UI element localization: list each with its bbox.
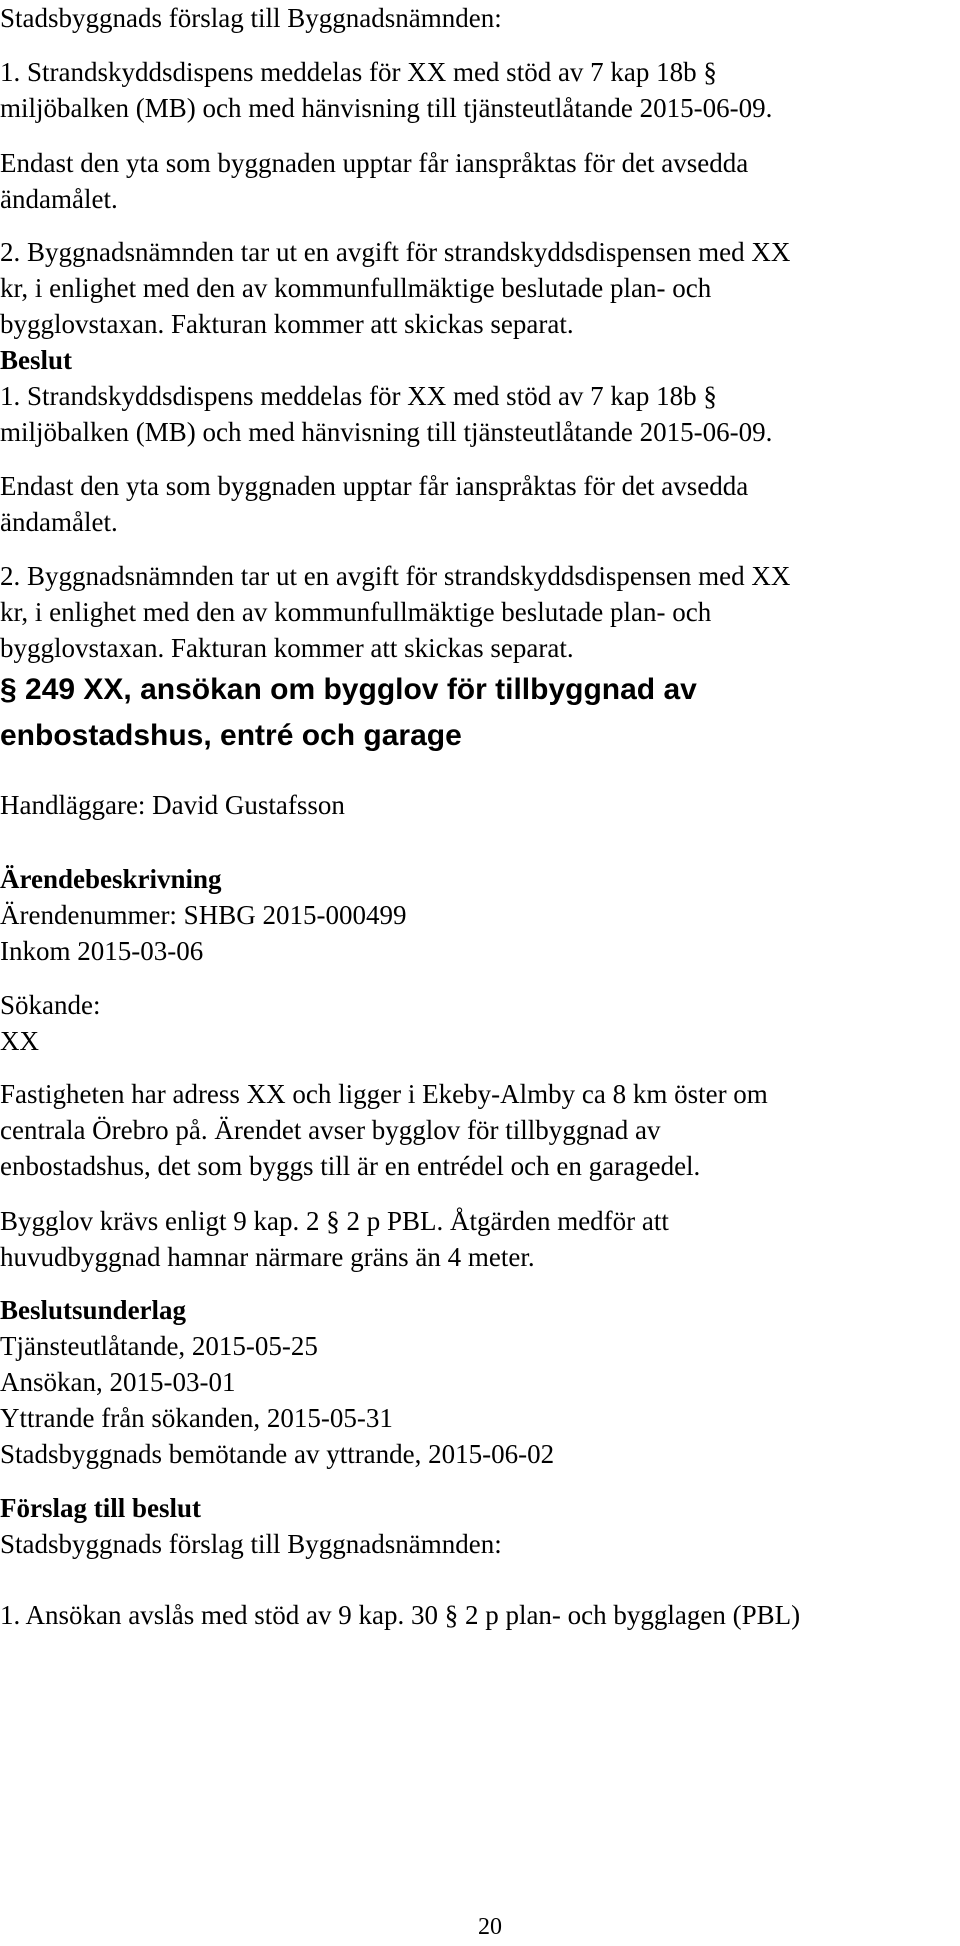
paragraph-line: Endast den yta som byggnaden upptar får ianspråktas för det avsedda <box>0 471 749 501</box>
forslag-paragraph-1 <box>0 1597 800 1633</box>
sokande-value: XX <box>0 1026 39 1056</box>
handlaggare <box>0 787 345 823</box>
paragraph-line: Fastigheten har adress XX och ligger i Ekeby-Almby ca 8 km öster om <box>0 1079 768 1109</box>
paragraph-line: bygglovstaxan. Fakturan kommer att skickas separat. <box>0 309 574 339</box>
forslag-intro <box>0 1526 502 1562</box>
top-paragraph-2 <box>0 145 748 217</box>
paragraph-line: miljöbalken (MB) och med hänvisning till tjänsteutlåtande 2015-06-09. <box>0 417 773 447</box>
beslutsunderlag-heading <box>0 1292 186 1328</box>
intro-line: Stadsbyggnads förslag till Byggnadsnämnden: <box>0 1529 502 1559</box>
beslut-paragraph-3 <box>0 558 790 666</box>
bygglov-paragraph <box>0 1203 669 1275</box>
paragraph-line: centrala Örebro på. Ärendet avser bygglov för tillbyggnad av <box>0 1115 661 1145</box>
paragraph-line: kr, i enlighet med den av kommunfullmäktige beslutade plan- och <box>0 597 712 627</box>
paragraph-line: kr, i enlighet med den av kommunfullmäktige beslutade plan- och <box>0 273 712 303</box>
arende-meta <box>0 897 406 969</box>
arendebeskrivning-heading <box>0 861 222 897</box>
paragraph-line: 1. Strandskyddsdispens meddelas för XX med stöd av 7 kap 18b § <box>0 381 717 411</box>
paragraph-line: enbostadshus, det som byggs till är en entrédel och en garagedel. <box>0 1151 701 1181</box>
item-title-line: enbostadshus, entré och garage <box>0 719 462 752</box>
paragraph-line: 2. Byggnadsnämnden tar ut en avgift för strandskyddsdispensen med XX <box>0 561 791 591</box>
list-item: Yttrande från sökanden, 2015-05-31 <box>0 1403 393 1433</box>
paragraph-line: 1. Ansökan avslås med stöd av 9 kap. 30 § 2 p plan- och bygglagen (PBL) <box>0 1600 801 1630</box>
fastighet-paragraph <box>0 1076 768 1184</box>
sokande-label: Sökande: <box>0 990 101 1020</box>
section-heading: Beslutsunderlag <box>0 1295 187 1325</box>
beslut-heading <box>0 342 72 378</box>
section-heading: Förslag till beslut <box>0 1493 201 1523</box>
sokande <box>0 987 101 1059</box>
paragraph-line: 1. Strandskyddsdispens meddelas för XX med stöd av 7 kap 18b § <box>0 57 717 87</box>
page-number: 20 <box>478 1914 502 1940</box>
inkom-date: Inkom 2015-03-06 <box>0 936 204 966</box>
paragraph-line: Bygglov krävs enligt 9 kap. 2 § 2 p PBL. Åtgärden medför att <box>0 1206 669 1236</box>
paragraph-line: 2. Byggnadsnämnden tar ut en avgift för strandskyddsdispensen med XX <box>0 237 791 267</box>
arendenummer: Ärendenummer: SHBG 2015-000499 <box>0 900 407 930</box>
intro-line: Stadsbyggnads förslag till Byggnadsnämnden: <box>0 3 502 33</box>
paragraph-line: Endast den yta som byggnaden upptar får ianspråktas för det avsedda <box>0 148 749 178</box>
item-title <box>0 667 697 759</box>
list-item: Ansökan, 2015-03-01 <box>0 1367 236 1397</box>
beslut-paragraph-2 <box>0 468 748 540</box>
paragraph-line: bygglovstaxan. Fakturan kommer att skickas separat. <box>0 633 574 663</box>
list-item: Tjänsteutlåtande, 2015-05-25 <box>0 1331 318 1361</box>
paragraph-line: miljöbalken (MB) och med hänvisning till tjänsteutlåtande 2015-06-09. <box>0 93 773 123</box>
paragraph-line: ändamålet. <box>0 507 118 537</box>
section-heading: Beslut <box>0 345 73 375</box>
top-paragraph-1 <box>0 54 772 126</box>
forslag-heading <box>0 1490 201 1526</box>
paragraph-line: ändamålet. <box>0 184 118 214</box>
paragraph-line: huvudbyggnad hamnar närmare gräns än 4 meter. <box>0 1242 535 1272</box>
section-heading: Ärendebeskrivning <box>0 864 222 894</box>
item-title-line: § 249 XX, ansökan om bygglov för tillbyggnad av <box>0 673 697 706</box>
intro-text <box>0 0 502 36</box>
beslutsunderlag-list <box>0 1328 554 1472</box>
handlaggare-line: Handläggare: David Gustafsson <box>0 790 345 820</box>
top-paragraph-3 <box>0 234 790 342</box>
beslut-paragraph-1 <box>0 378 772 450</box>
list-item: Stadsbyggnads bemötande av yttrande, 2015-06-02 <box>0 1439 555 1469</box>
